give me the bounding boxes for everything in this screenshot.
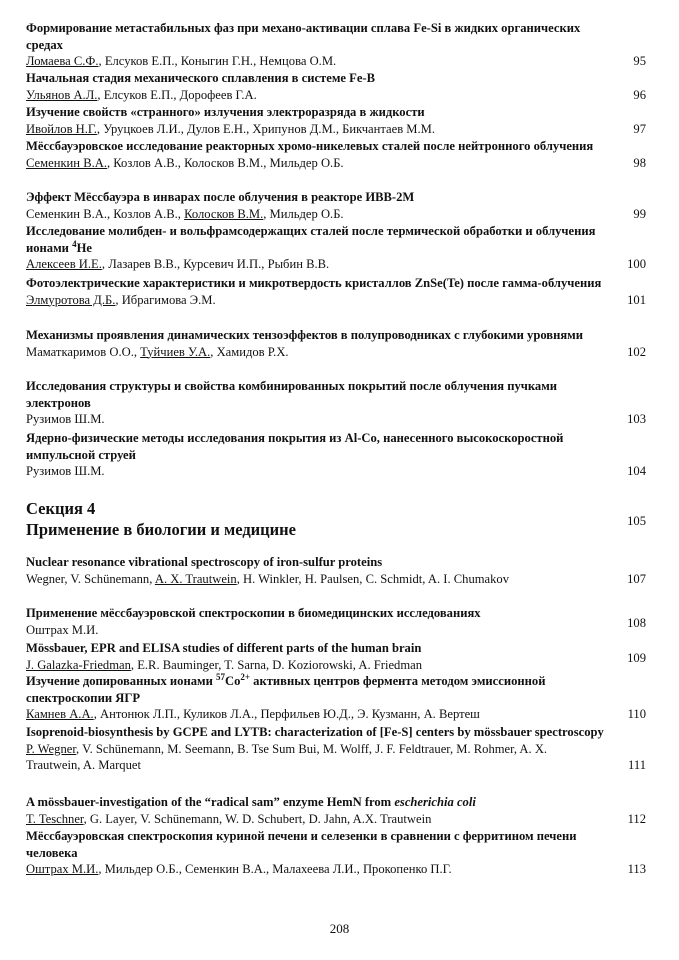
entry-page-number: 101 xyxy=(627,292,646,307)
toc-entry-98 xyxy=(26,138,658,171)
entry-authors: Ульянов А.Л., Елсуков Е.П., Дорофеев Г.А. xyxy=(26,87,257,102)
entry-authors: Рузимов Ш.М. xyxy=(26,412,105,427)
toc-entry-101 xyxy=(26,275,658,308)
entry-title: Isoprenoid-biosynthesis by GCPE and LYTB: characterization of [Fe-S] centers by mössbauer spectroscopy xyxy=(26,725,604,739)
entry-page-number: 107 xyxy=(627,571,646,586)
entry-title: Исследование молибден- и вольфрамсодержащих сталей после термической обработки и облучения ионами $^4$Не xyxy=(26,224,596,255)
entry-page-number: 113 xyxy=(627,862,646,877)
toc-entry-96 xyxy=(26,70,658,103)
entry-title: Nuclear resonance vibrational spectroscopy of iron-sulfur proteins xyxy=(26,555,383,569)
page-number-footer: 208 xyxy=(329,921,350,936)
entry-authors: Алексеев И.Е., Лазарев В.В., Курсевич И.П., Рыбин В.В. xyxy=(26,257,330,272)
entry-authors: Оштрах М.И., Мильдер О.Б., Семенкин В.А., Малахеева Л.И., Прокопенко П.Г. xyxy=(26,862,452,877)
entry-authors: Семенкин В.А., Козлов А.В., Колосков В.М., Мильдер О.Б. xyxy=(26,155,344,170)
entry-authors: Семенкин В.А., Козлов А.В., Колосков В.М., Мильдер О.Б. xyxy=(26,206,344,221)
toc-entry-99 xyxy=(26,189,658,222)
entry-page-number: 100 xyxy=(627,257,646,272)
entry-authors: Оштрах М.И. xyxy=(26,622,99,637)
entry-page-number: 103 xyxy=(627,412,646,427)
entry-authors: Камнев А.А., Антонюк Л.П., Куликов Л.А., Перфильев Ю.Д., Э. Кузманн, А. Вертеш xyxy=(26,707,480,722)
toc-entry-111 xyxy=(26,724,658,774)
toc-entry-110 xyxy=(26,673,658,723)
section-title: Применение в биологии и медицине xyxy=(26,520,297,539)
toc-entry-102 xyxy=(26,327,658,360)
toc-entry-97 xyxy=(26,104,658,137)
entry-title: Изучение допированных ионами $^{57}Co^{2+}$ активных центров фермента методом эмиссионной спектроскопии ЯГР xyxy=(26,672,546,705)
section-label: Секция 4 xyxy=(26,499,96,518)
entry-authors: T. Teschner, G. Layer, V. Schünemann, W. D. Schubert, D. Jahn, A.X. Trautwein xyxy=(26,811,432,826)
toc-entry-113 xyxy=(26,828,658,878)
entry-title: Механизмы проявления динамических тензоэффектов в полупроводниках с глубокими уровнями xyxy=(26,328,584,342)
entry-page-number: 104 xyxy=(627,464,646,479)
entry-page-number: 102 xyxy=(627,344,646,359)
entry-title: Ядерно-физические методы исследования покрытия из Al-Co, нанесенного высокоскоростной импульсной струей xyxy=(26,431,564,462)
entry-page-number: 96 xyxy=(633,87,646,102)
entry-page-number: 97 xyxy=(633,121,646,136)
section-heading xyxy=(26,498,658,540)
entry-authors: J. Galazka-Friedman, E.R. Bauminger, T. Sarna, D. Koziorowski, A. Friedman xyxy=(26,657,423,672)
entry-page-number: 108 xyxy=(627,616,646,630)
entry-title: Изучение свойств «странного» излучения электроразряда в жидкости xyxy=(26,105,425,119)
toc-entry-95 xyxy=(26,20,658,70)
toc-entry-107 xyxy=(26,554,658,587)
entry-page-number: 110 xyxy=(627,707,646,722)
entry-page-number: 112 xyxy=(627,811,646,826)
entry-page-number: 99 xyxy=(633,206,646,221)
entry-authors: Маматкаримов О.О., Туйчиев У.А., Хамидов Р.Х. xyxy=(26,344,289,359)
entry-page-number: 98 xyxy=(633,155,646,170)
toc-entry-109 xyxy=(26,640,658,673)
toc-entry-103 xyxy=(26,378,658,428)
section-page-number: 105 xyxy=(627,514,646,528)
entry-title: Формирование метастабильных фаз при механо-активации сплава Fe-Si в жидких органических средах xyxy=(26,21,581,52)
entry-title: Исследования структуры и свойства комбинированных покрытий после облучения пучками электронов xyxy=(26,379,558,410)
entry-authors: Элмуротова Д.Б., Ибрагимова Э.М. xyxy=(26,292,216,307)
entry-title: Применение мёссбауэровской спектроскопии в биомедицинских исследованиях xyxy=(26,606,481,620)
entry-title: Эффект Мёссбауэра в инварах после облучения в реакторе ИВВ-2М xyxy=(26,190,415,204)
entry-title: Мёссбауэровская спектроскопия куриной печени и селезенки в сравнении с ферритином печени человека xyxy=(26,829,577,860)
entry-title: Начальная стадия механического сплавления в системе Fe-B xyxy=(26,71,376,85)
entry-title: Mössbauer, EPR and ELISA studies of different parts of the human brain xyxy=(26,641,422,655)
entry-authors: Wegner, V. Schünemann, A. X. Trautwein, H. Winkler, H. Paulsen, C. Schmidt, A. I. Chumakov xyxy=(26,571,510,586)
toc-entry-108 xyxy=(26,605,658,638)
toc-entry-112 xyxy=(26,794,658,827)
entry-title: A mössbauer-investigation of the “radical sam” enzyme HemN from escherichia coli xyxy=(26,795,476,809)
entry-authors: P. Wegner, V. Schünemann, M. Seemann, B. Tse Sum Bui, M. Wolff, J. F. Feldtrauer, M. Rohmer, A. X. Trautwein, A. Marquet xyxy=(26,741,548,773)
entry-title: Мёссбауэровское исследование реакторных хромо-никелевых сталей после нейтронного облучения xyxy=(26,139,594,153)
entry-page-number: 111 xyxy=(628,758,646,773)
entry-title: Фотоэлектрические характеристики и микротвердость кристаллов ZnSe(Te) после гамма-облучения xyxy=(26,276,602,290)
entry-page-number: 95 xyxy=(633,54,646,69)
entry-authors: Ломаева С.Ф., Елсуков Е.П., Коныгин Г.Н., Немцова О.М. xyxy=(26,54,337,69)
entry-page-number: 109 xyxy=(627,651,646,665)
toc-entry-104 xyxy=(26,430,658,480)
entry-authors: Рузимов Ш.М. xyxy=(26,464,105,479)
entry-authors: Ивойлов Н.Г., Уруцкоев Л.И., Дулов Е.Н., Хрипунов Д.М., Бикчантаев М.М. xyxy=(26,121,435,136)
toc-entry-100 xyxy=(26,223,658,273)
